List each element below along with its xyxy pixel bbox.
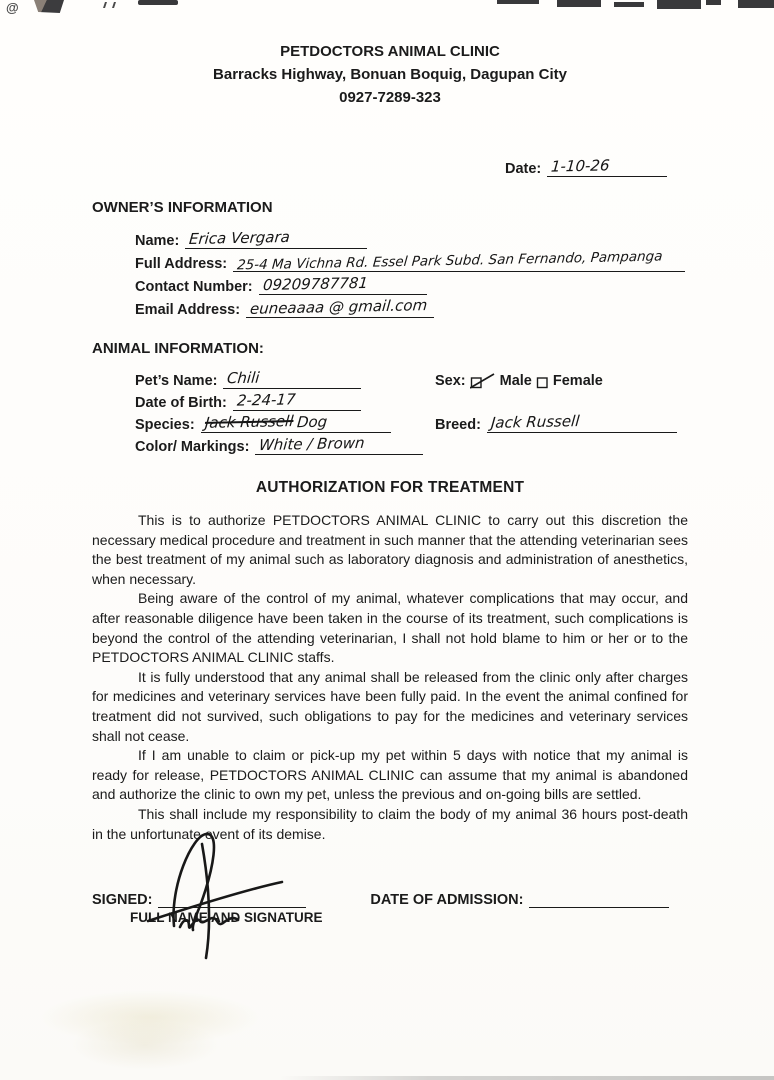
date-label: Date:: [505, 161, 542, 177]
male-option-label: Male: [499, 372, 532, 389]
authorization-paragraph: If I am unable to claim or pick-up my pet within 5 days with notice that my animal is ready for release, PETDOCTORS ANIMAL CLINIC can assume that my animal is abandoned and authorize the clinic to own my pet, unless the previous and on-going bills are settled.: [92, 747, 688, 803]
authorization-paragraph: This is to authorize PETDOCTORS ANIMAL CLINIC to carry out this discretion the necessary medical procedure and treatment in such manner that the attending veterinarian sees the best treatment of my animal such as laboratory diagnosis and administration of anesthetics, when necessary.: [92, 512, 688, 587]
name-field: [135, 226, 688, 249]
handwritten-color-markings: White / Brown: [258, 433, 366, 455]
pets-name-label: Pet’s Name:: [135, 373, 218, 389]
scan-stain: [40, 990, 260, 1045]
email-address-label: Email Address:: [135, 302, 241, 318]
authorization-paragraph: It is fully understood that any animal shall be released from the clinic only after charges for medicines and veterinary services have been fully paid. In the event the animal confined for treatment did not survived, such obligations to pay for the medicines and veterinary services shall not cease.: [92, 668, 688, 744]
signed-label: SIGNED:: [92, 892, 153, 909]
clinic-address: Barracks Highway, Bonuan Boquig, Dagupan City: [213, 66, 567, 83]
sex-label: Sex:: [435, 372, 466, 389]
contact-number-underline: [259, 275, 427, 295]
handwritten-full-address: 25-4 Ma Vichna Rd. Essel Park Subd. San Fernando, Pampanga: [236, 248, 664, 274]
scan-artifact-bar: [657, 0, 701, 9]
clinic-phone: 0927-7289-323: [339, 89, 441, 106]
name-underline: [185, 229, 367, 249]
authorization-body: [92, 511, 688, 844]
owner-fields: [135, 226, 688, 318]
signature-block: [92, 888, 688, 925]
signed-caption: FULL NAME AND SIGNATURE: [130, 910, 323, 926]
email-address-field: [135, 295, 688, 318]
scan-artifact-bar: [138, 0, 178, 5]
scan-artifact-bar: [738, 0, 774, 8]
signed-underline: [158, 888, 306, 908]
handwritten-species: Dog: [296, 412, 329, 432]
signature-row: [92, 888, 688, 908]
scan-artifact-quote-mark: [103, 2, 116, 8]
contact-number-label: Contact Number:: [135, 279, 253, 295]
scan-artifact-bar: [614, 2, 644, 7]
handwritten-name: Erica Vergara: [188, 227, 291, 249]
date-underline: [547, 157, 667, 177]
scan-artifact-bar: [557, 0, 601, 7]
date-row: [505, 157, 688, 177]
pets-name-underline: [223, 369, 361, 389]
color-markings-label: Color/ Markings:: [135, 439, 250, 455]
scan-artifact-bar: [497, 0, 539, 4]
female-checkbox-icon: [536, 372, 549, 389]
date-of-birth-underline: [233, 391, 361, 411]
contact-number-field: [135, 272, 688, 295]
scan-artifact-bar: [706, 0, 721, 5]
color-markings-underline: [255, 435, 423, 455]
species-underline: [201, 413, 391, 433]
authorization-paragraph: Being aware of the control of my animal, whatever complications that may occur, and after reasonable diligence have been taken in the course of its treatment, such complications is beyond the control of the attending veterinarian, I shall not hold blame to him or her or to the PETDOCTORS ANIMAL CLINIC staffs.: [92, 590, 688, 666]
handwritten-species-struck: Jack Russell: [203, 412, 294, 432]
sex-group: [435, 372, 603, 389]
color-markings-row: [135, 433, 688, 455]
date-of-admission-label: DATE OF ADMISSION:: [370, 892, 524, 909]
handwritten-contact-number: 09209787781: [261, 273, 369, 295]
authorization-title: AUTHORIZATION FOR TREATMENT: [255, 479, 525, 496]
scan-artifact-at-symbol: @: [6, 0, 19, 15]
date-of-admission-group: [370, 888, 669, 908]
handwritten-breed: Jack Russell: [490, 412, 581, 432]
pets-name-row: [135, 367, 688, 389]
name-label: Name:: [135, 233, 180, 249]
animal-fields: [135, 367, 688, 455]
animal-section-title: ANIMAL INFORMATION:: [92, 340, 264, 357]
female-option-label: Female: [552, 372, 603, 389]
authorization-paragraph: This shall include my responsibility to claim the body of my animal 36 hours post-death in the unfortunate event of its demise.: [92, 805, 688, 842]
date-of-admission-underline: [529, 888, 669, 908]
breed-label: Breed:: [435, 417, 481, 433]
clinic-header: [92, 40, 688, 109]
handwritten-email: euneaaaa @ gmail.com: [249, 296, 429, 318]
handwritten-date: 1-10-26: [550, 156, 611, 176]
handwritten-pets-name: Chili: [226, 368, 261, 388]
full-address-field: [135, 249, 688, 272]
scan-stain: [70, 1020, 220, 1070]
full-address-label: Full Address:: [135, 256, 228, 272]
species-breed-row: [135, 411, 688, 433]
date-of-birth-label: Date of Birth:: [135, 395, 227, 411]
breed-underline: [487, 413, 677, 433]
full-address-underline: [233, 248, 685, 274]
handwritten-date-of-birth: 2-24-17: [236, 390, 297, 410]
scan-edge-shadow: [280, 1076, 774, 1080]
email-address-underline: [246, 298, 434, 318]
male-checkbox-checked-icon: [470, 372, 496, 389]
date-of-birth-row: [135, 389, 688, 411]
clinic-name: PETDOCTORS ANIMAL CLINIC: [280, 43, 500, 60]
scan-artifact-clip: [34, 0, 64, 13]
species-label: Species:: [135, 417, 195, 433]
owner-section-title: OWNER’S INFORMATION: [92, 199, 273, 216]
